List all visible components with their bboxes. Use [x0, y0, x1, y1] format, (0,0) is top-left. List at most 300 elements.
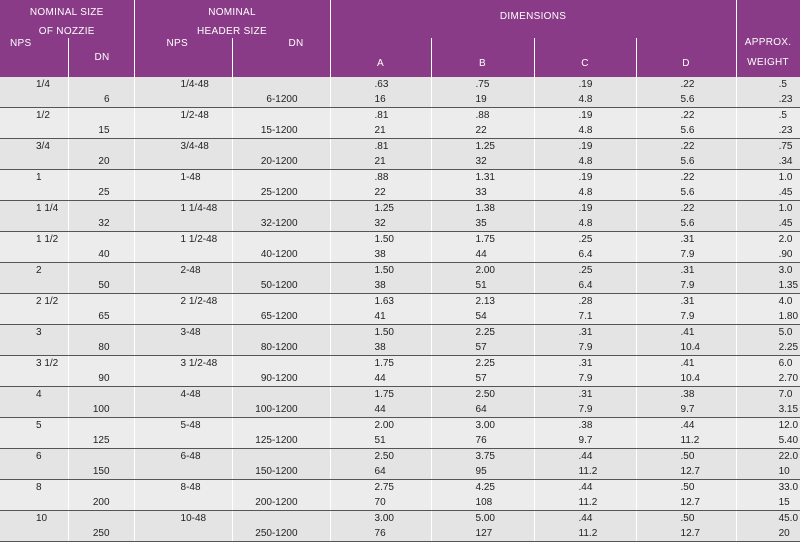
weight-kg-cell: 10: [736, 464, 800, 480]
weight-lb-cell: 6.0: [736, 356, 800, 372]
header-nps-cell: 1 1/4-48: [134, 201, 232, 217]
weight-kg-cell: .90: [736, 247, 800, 263]
header-dn-cell: 125-1200: [232, 433, 330, 449]
header-dn-cell: 100-1200: [232, 402, 330, 418]
nozzle-dn-cell: [68, 108, 134, 124]
nozzle-nps-cell: [0, 309, 68, 325]
table-row: [0, 232, 800, 248]
nozzle-header-line2: OF NOZZIE: [38, 26, 95, 37]
dim-a-mm-cell: 76: [330, 526, 431, 542]
dim-b-mm-cell: 95: [431, 464, 534, 480]
weight-kg-cell: .34: [736, 154, 800, 170]
header-nps-cell: 2 1/2-48: [134, 294, 232, 310]
dim-b-mm-cell: 32: [431, 154, 534, 170]
dim-d-inch-cell: .31: [636, 232, 736, 248]
dim-d-mm-cell: 7.9: [636, 247, 736, 263]
header-nps-cell: [134, 278, 232, 294]
header-nps-cell: [134, 154, 232, 170]
header-nps-cell: 3-48: [134, 325, 232, 341]
table-row: [0, 139, 800, 155]
header-nps-cell: [134, 402, 232, 418]
dim-b-mm-cell: 57: [431, 371, 534, 387]
header-nps-cell: 1-48: [134, 170, 232, 186]
nozzle-nps-cell: [0, 154, 68, 170]
dim-d-inch-cell: .38: [636, 387, 736, 403]
table-row: [0, 433, 800, 449]
nozzle-dn-cell: [68, 449, 134, 465]
dim-a-inch-cell: .88: [330, 170, 431, 186]
table-row: [0, 464, 800, 480]
nozzle-dn-cell: [68, 325, 134, 341]
header-dn-cell: [232, 139, 330, 155]
dim-a-mm-cell: 21: [330, 123, 431, 139]
dim-b-mm-cell: 51: [431, 278, 534, 294]
dim-c-inch-cell: .44: [534, 480, 636, 496]
weight-lb-cell: 1.0: [736, 170, 800, 186]
header-nps-cell: 2-48: [134, 263, 232, 279]
table-row: [0, 108, 800, 124]
weight-kg-cell: 2.70: [736, 371, 800, 387]
dimensions-header: [330, 0, 736, 38]
dim-c-inch-cell: .44: [534, 449, 636, 465]
header-nps-cell: 3/4-48: [134, 139, 232, 155]
dim-a-inch-cell: 1.63: [330, 294, 431, 310]
nozzle-dn-cell: [68, 77, 134, 92]
dim-d-inch-cell: .22: [636, 201, 736, 217]
table-row: [0, 371, 800, 387]
dimensions-label: DIMENSIONS: [499, 11, 567, 22]
nozzle-dn-cell: 40: [68, 247, 134, 263]
nozzle-nps-cell: 1: [0, 170, 68, 186]
dim-a-header: A: [330, 38, 431, 77]
nozzle-dn-cell: 25: [68, 185, 134, 201]
dim-b-mm-cell: 19: [431, 92, 534, 108]
dim-d-inch-cell: .22: [636, 77, 736, 92]
weight-lb-cell: .5: [736, 77, 800, 92]
nozzle-dn-cell: [68, 201, 134, 217]
nozzle-dn-cell: 20: [68, 154, 134, 170]
dim-b-inch-cell: 1.31: [431, 170, 534, 186]
dim-c-inch-cell: .31: [534, 387, 636, 403]
nozzle-dn-cell: 6: [68, 92, 134, 108]
nozzle-dn-cell: [68, 263, 134, 279]
table-row: [0, 418, 800, 434]
header-nps-cell: 6-48: [134, 449, 232, 465]
nozzle-nps-cell: [0, 464, 68, 480]
dim-a-inch-cell: .63: [330, 77, 431, 92]
dim-b-inch-cell: 1.75: [431, 232, 534, 248]
header-dn-cell: 250-1200: [232, 526, 330, 542]
dim-b-inch-cell: 2.13: [431, 294, 534, 310]
dim-a-inch-cell: .81: [330, 139, 431, 155]
dim-a-mm-cell: 44: [330, 371, 431, 387]
header-dn-cell: 50-1200: [232, 278, 330, 294]
weight-lb-cell: 1.0: [736, 201, 800, 217]
header-nps-cell: [134, 464, 232, 480]
weight-lb-cell: 7.0: [736, 387, 800, 403]
header-nps-cell: [134, 309, 232, 325]
nozzle-size-header: [0, 0, 134, 38]
dim-c-inch-cell: .19: [534, 170, 636, 186]
header-nps-cell: [134, 526, 232, 542]
nozzle-nps-cell: 1 1/4: [0, 201, 68, 217]
dim-b-mm-cell: 33: [431, 185, 534, 201]
nozzle-nps-cell: [0, 526, 68, 542]
dim-d-mm-cell: 10.4: [636, 371, 736, 387]
header-dn-cell: 25-1200: [232, 185, 330, 201]
dim-c-mm-cell: 6.4: [534, 247, 636, 263]
dim-c-mm-cell: 7.9: [534, 340, 636, 356]
dim-a-mm-cell: 16: [330, 92, 431, 108]
dim-a-mm-cell: 44: [330, 402, 431, 418]
nozzle-nps-cell: [0, 123, 68, 139]
dim-c-mm-cell: 4.8: [534, 185, 636, 201]
header-nps-cell: 10-48: [134, 511, 232, 527]
nozzle-nps-cell: 3/4: [0, 139, 68, 155]
header-dn-cell: [232, 294, 330, 310]
dim-b-mm-cell: 22: [431, 123, 534, 139]
header-dn-cell: [232, 387, 330, 403]
header-dn-cell: [232, 263, 330, 279]
nozzle-dn-cell: [68, 418, 134, 434]
table-body: [0, 77, 800, 542]
nozzle-nps-cell: 10: [0, 511, 68, 527]
header-nps-cell: [134, 185, 232, 201]
dim-c-inch-cell: .44: [534, 511, 636, 527]
weight-kg-cell: 20: [736, 526, 800, 542]
weight-lb-cell: 5.0: [736, 325, 800, 341]
dim-b-mm-cell: 108: [431, 495, 534, 511]
dim-d-inch-cell: .22: [636, 139, 736, 155]
nozzle-nps-cell: 5: [0, 418, 68, 434]
dim-c-mm-cell: 4.8: [534, 154, 636, 170]
nozzle-nps-cell: 3 1/2: [0, 356, 68, 372]
dim-a-inch-cell: 2.75: [330, 480, 431, 496]
dim-a-inch-cell: 3.00: [330, 511, 431, 527]
dim-d-header: D: [636, 38, 736, 77]
nozzle-nps-cell: [0, 340, 68, 356]
dim-c-inch-cell: .38: [534, 418, 636, 434]
header-dn-cell: 80-1200: [232, 340, 330, 356]
dim-d-inch-cell: .50: [636, 449, 736, 465]
dim-b-mm-cell: 44: [431, 247, 534, 263]
dim-d-inch-cell: .22: [636, 170, 736, 186]
nozzle-dn-cell: [68, 232, 134, 248]
header-nps-cell: 1 1/2-48: [134, 232, 232, 248]
nozzle-header-line1: NOMINAL SIZE: [29, 7, 104, 18]
header-dn-cell: [232, 170, 330, 186]
nozzle-dn-cell: 250: [68, 526, 134, 542]
weight-kg-cell: 15: [736, 495, 800, 511]
dim-b-inch-cell: .88: [431, 108, 534, 124]
nozzle-dn-cell: 50: [68, 278, 134, 294]
dim-d-mm-cell: 5.6: [636, 185, 736, 201]
header-nps-cell: [134, 247, 232, 263]
table-row: [0, 247, 800, 263]
nozzle-dn-cell: 15: [68, 123, 134, 139]
dim-c-inch-cell: .19: [534, 201, 636, 217]
nozzle-dn-header: DN: [68, 38, 134, 77]
dim-d-inch-cell: .50: [636, 480, 736, 496]
dim-b-mm-cell: 35: [431, 216, 534, 232]
header-nps-cell: [134, 433, 232, 449]
nozzle-nps-cell: [0, 247, 68, 263]
dim-d-inch-cell: .31: [636, 294, 736, 310]
header-nps-cell: 3 1/2-48: [134, 356, 232, 372]
dim-d-mm-cell: 12.7: [636, 464, 736, 480]
weight-header: [736, 0, 800, 77]
nozzle-dn-cell: 65: [68, 309, 134, 325]
weight-kg-cell: .45: [736, 216, 800, 232]
dim-a-inch-cell: .81: [330, 108, 431, 124]
dim-a-inch-cell: 1.75: [330, 387, 431, 403]
table-row: [0, 278, 800, 294]
weight-lb-cell: .75: [736, 139, 800, 155]
header-dn-cell: 65-1200: [232, 309, 330, 325]
table-row: [0, 170, 800, 186]
dim-b-inch-cell: 3.00: [431, 418, 534, 434]
nozzle-dn-cell: 100: [68, 402, 134, 418]
dim-c-mm-cell: 11.2: [534, 464, 636, 480]
dim-b-inch-cell: 3.75: [431, 449, 534, 465]
table-row: [0, 123, 800, 139]
nozzle-nps-cell: [0, 216, 68, 232]
table-row: [0, 340, 800, 356]
dim-a-mm-cell: 32: [330, 216, 431, 232]
dim-b-inch-cell: 1.38: [431, 201, 534, 217]
dim-c-mm-cell: 7.9: [534, 371, 636, 387]
dim-c-mm-cell: 7.1: [534, 309, 636, 325]
dim-b-mm-cell: 54: [431, 309, 534, 325]
header-nps-cell: [134, 495, 232, 511]
weight-lb-cell: 12.0: [736, 418, 800, 434]
dim-d-mm-cell: 9.7: [636, 402, 736, 418]
dim-a-mm-cell: 70: [330, 495, 431, 511]
nozzle-dn-cell: [68, 294, 134, 310]
nozzle-dn-cell: [68, 170, 134, 186]
header-nps-header: NPS: [134, 38, 232, 77]
dim-b-inch-cell: 1.25: [431, 139, 534, 155]
header-nps-cell: [134, 123, 232, 139]
dim-c-inch-cell: .19: [534, 139, 636, 155]
dim-c-mm-cell: 4.8: [534, 92, 636, 108]
dim-a-inch-cell: 1.50: [330, 232, 431, 248]
table-row: [0, 449, 800, 465]
dim-c-inch-cell: .31: [534, 356, 636, 372]
nozzle-nps-cell: [0, 92, 68, 108]
nozzle-dn-cell: 200: [68, 495, 134, 511]
header-dn-cell: 32-1200: [232, 216, 330, 232]
dim-a-mm-cell: 38: [330, 340, 431, 356]
nozzle-nps-cell: 1/2: [0, 108, 68, 124]
header-nps-cell: 4-48: [134, 387, 232, 403]
dim-c-inch-cell: .25: [534, 232, 636, 248]
header-dn-cell: [232, 232, 330, 248]
nozzle-nps-header: NPS: [0, 38, 68, 77]
nozzle-nps-cell: [0, 371, 68, 387]
dim-c-header: C: [534, 38, 636, 77]
nozzle-nps-cell: 2: [0, 263, 68, 279]
table-row: [0, 356, 800, 372]
nozzle-dn-cell: [68, 480, 134, 496]
weight-lb-cell: 3.0: [736, 263, 800, 279]
weight-kg-cell: 1.80: [736, 309, 800, 325]
dim-c-inch-cell: .19: [534, 108, 636, 124]
nozzle-dn-cell: 150: [68, 464, 134, 480]
dim-a-mm-cell: 64: [330, 464, 431, 480]
weight-kg-cell: 2.25: [736, 340, 800, 356]
weight-lb-cell: 45.0: [736, 511, 800, 527]
header-nps-cell: 1/4-48: [134, 77, 232, 92]
dim-d-mm-cell: 7.9: [636, 309, 736, 325]
header-dn-cell: 40-1200: [232, 247, 330, 263]
weight-kg-cell: .23: [736, 123, 800, 139]
header-size-header: [134, 0, 330, 38]
dim-b-mm-cell: 64: [431, 402, 534, 418]
header-dn-cell: [232, 480, 330, 496]
dim-d-mm-cell: 12.7: [636, 495, 736, 511]
dim-d-mm-cell: 7.9: [636, 278, 736, 294]
nozzle-nps-cell: 6: [0, 449, 68, 465]
table-row: [0, 77, 800, 92]
dim-d-mm-cell: 5.6: [636, 154, 736, 170]
table-row: [0, 216, 800, 232]
dim-c-mm-cell: 7.9: [534, 402, 636, 418]
dim-d-mm-cell: 12.7: [636, 526, 736, 542]
dim-c-inch-cell: .25: [534, 263, 636, 279]
dim-b-inch-cell: .75: [431, 77, 534, 92]
table-row: [0, 526, 800, 542]
dim-d-inch-cell: .44: [636, 418, 736, 434]
dim-a-mm-cell: 51: [330, 433, 431, 449]
dim-d-inch-cell: .41: [636, 325, 736, 341]
dim-c-mm-cell: 11.2: [534, 526, 636, 542]
header-nps-cell: [134, 340, 232, 356]
table-row: [0, 495, 800, 511]
header-nps-cell: 8-48: [134, 480, 232, 496]
dim-d-inch-cell: .22: [636, 108, 736, 124]
header-dn-cell: [232, 201, 330, 217]
table-row: [0, 185, 800, 201]
dim-a-inch-cell: 2.00: [330, 418, 431, 434]
weight-kg-cell: .23: [736, 92, 800, 108]
nozzle-nps-cell: [0, 278, 68, 294]
nozzle-dn-cell: [68, 139, 134, 155]
weight-lb-cell: 2.0: [736, 232, 800, 248]
header-dn-cell: [232, 325, 330, 341]
nozzle-nps-cell: 3: [0, 325, 68, 341]
dim-d-mm-cell: 5.6: [636, 216, 736, 232]
header-dn-cell: [232, 77, 330, 92]
header-nps-cell: [134, 371, 232, 387]
nozzle-nps-cell: [0, 495, 68, 511]
dim-b-inch-cell: 2.00: [431, 263, 534, 279]
table-row: [0, 325, 800, 341]
nozzle-dn-cell: 125: [68, 433, 134, 449]
dim-d-inch-cell: .50: [636, 511, 736, 527]
nozzle-nps-cell: 8: [0, 480, 68, 496]
nozzle-dn-cell: 32: [68, 216, 134, 232]
dim-a-mm-cell: 21: [330, 154, 431, 170]
table-row: [0, 402, 800, 418]
weight-kg-cell: 5.40: [736, 433, 800, 449]
nozzle-nps-cell: 1/4: [0, 77, 68, 92]
header-dn-cell: [232, 449, 330, 465]
header-dn-cell: 200-1200: [232, 495, 330, 511]
dim-a-inch-cell: 1.25: [330, 201, 431, 217]
nozzle-dn-cell: [68, 387, 134, 403]
dim-a-mm-cell: 22: [330, 185, 431, 201]
dim-a-mm-cell: 41: [330, 309, 431, 325]
dim-b-header: B: [431, 38, 534, 77]
dim-a-inch-cell: 1.50: [330, 325, 431, 341]
table-row: [0, 387, 800, 403]
dim-a-inch-cell: 1.50: [330, 263, 431, 279]
header-nps-cell: [134, 92, 232, 108]
table-row: [0, 154, 800, 170]
weight-kg-cell: .45: [736, 185, 800, 201]
table-header: [0, 0, 800, 77]
nozzle-nps-cell: [0, 433, 68, 449]
header-dn-cell: 6-1200: [232, 92, 330, 108]
table-row: [0, 201, 800, 217]
nozzle-nps-cell: 2 1/2: [0, 294, 68, 310]
dim-b-mm-cell: 76: [431, 433, 534, 449]
header-dn-cell: [232, 356, 330, 372]
weight-lb-cell: 4.0: [736, 294, 800, 310]
dim-a-mm-cell: 38: [330, 278, 431, 294]
header-size-line1: NOMINAL: [208, 7, 256, 18]
dim-d-mm-cell: 5.6: [636, 123, 736, 139]
dim-d-mm-cell: 10.4: [636, 340, 736, 356]
weight-kg-cell: 3.15: [736, 402, 800, 418]
nozzle-dn-cell: 80: [68, 340, 134, 356]
header-dn-cell: 20-1200: [232, 154, 330, 170]
dim-b-inch-cell: 2.25: [431, 325, 534, 341]
nozzle-dn-cell: 90: [68, 371, 134, 387]
dim-c-inch-cell: .28: [534, 294, 636, 310]
dim-b-inch-cell: 4.25: [431, 480, 534, 496]
dim-b-inch-cell: 2.50: [431, 387, 534, 403]
nozzle-nps-cell: 1 1/2: [0, 232, 68, 248]
weight-line1: APPROX.: [744, 37, 792, 48]
dim-d-inch-cell: .31: [636, 263, 736, 279]
dim-c-mm-cell: 9.7: [534, 433, 636, 449]
header-dn-cell: 15-1200: [232, 123, 330, 139]
table-row: [0, 263, 800, 279]
dim-c-mm-cell: 11.2: [534, 495, 636, 511]
dim-b-inch-cell: 2.25: [431, 356, 534, 372]
header-dn-cell: 150-1200: [232, 464, 330, 480]
dim-d-inch-cell: .41: [636, 356, 736, 372]
dim-a-inch-cell: 2.50: [330, 449, 431, 465]
weight-lb-cell: .5: [736, 108, 800, 124]
header-nps-cell: 1/2-48: [134, 108, 232, 124]
dim-b-mm-cell: 127: [431, 526, 534, 542]
table-row: [0, 92, 800, 108]
table-row: [0, 480, 800, 496]
nozzle-nps-cell: [0, 185, 68, 201]
weight-line2: WEIGHT: [747, 57, 789, 68]
header-nps-cell: [134, 216, 232, 232]
header-dn-header: DN: [232, 38, 330, 77]
nozzle-nps-cell: 4: [0, 387, 68, 403]
dim-c-mm-cell: 6.4: [534, 278, 636, 294]
header-dn-cell: [232, 418, 330, 434]
dim-a-mm-cell: 38: [330, 247, 431, 263]
dim-c-mm-cell: 4.8: [534, 216, 636, 232]
nozzle-dn-cell: [68, 356, 134, 372]
